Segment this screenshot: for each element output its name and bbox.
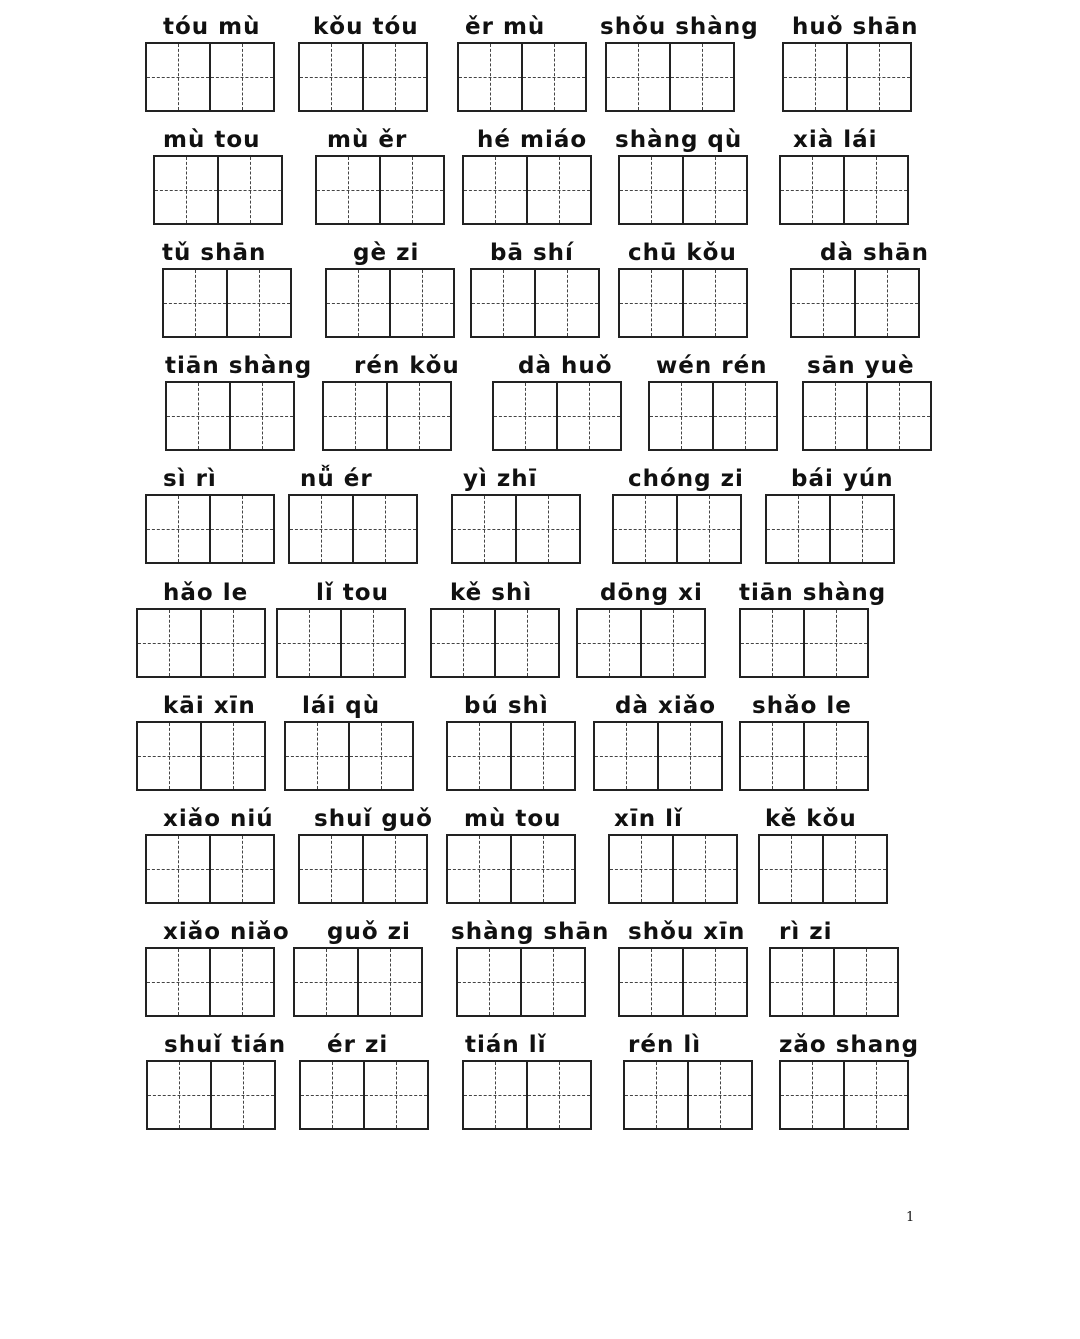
tianzige-cell[interactable] xyxy=(147,949,209,1015)
tianzige-cell[interactable] xyxy=(657,723,721,789)
writing-grid[interactable] xyxy=(618,268,748,338)
tianzige-cell[interactable] xyxy=(464,1062,526,1128)
pinyin-label: yì zhī xyxy=(463,466,538,492)
pinyin-label: shǎo le xyxy=(752,693,852,719)
tianzige-cell[interactable] xyxy=(389,270,453,336)
pinyin-label: guǒ zi xyxy=(327,919,411,945)
writing-grid[interactable] xyxy=(451,494,581,564)
tianzige-cell[interactable] xyxy=(357,949,421,1015)
tianzige-cell[interactable] xyxy=(448,836,510,902)
tianzige-cell[interactable] xyxy=(620,157,682,223)
tianzige-cell[interactable] xyxy=(687,1062,751,1128)
writing-grid[interactable] xyxy=(457,42,587,112)
pinyin-label: dà shān xyxy=(820,240,929,266)
pinyin-label: kě kǒu xyxy=(765,806,857,832)
writing-grid[interactable] xyxy=(284,721,414,791)
pinyin-label: ér zi xyxy=(327,1032,389,1058)
pinyin-label: chū kǒu xyxy=(628,240,737,266)
tianzige-cell[interactable] xyxy=(712,383,776,449)
tianzige-cell[interactable] xyxy=(217,157,281,223)
tianzige-cell[interactable] xyxy=(822,836,886,902)
writing-grid[interactable] xyxy=(593,721,723,791)
pinyin-label: shǒu shàng xyxy=(600,14,759,40)
pinyin-label: dà huǒ xyxy=(518,353,613,379)
pinyin-label: kāi xīn xyxy=(163,693,256,719)
tianzige-cell[interactable] xyxy=(784,44,846,110)
writing-grid[interactable] xyxy=(648,381,778,451)
tianzige-cell[interactable] xyxy=(147,496,209,562)
writing-grid[interactable] xyxy=(769,947,899,1017)
pinyin-label: xiǎo niǎo xyxy=(163,919,290,945)
writing-grid[interactable] xyxy=(136,721,266,791)
tianzige-cell[interactable] xyxy=(672,836,736,902)
pinyin-label: huǒ shān xyxy=(792,14,919,40)
pinyin-label: shuǐ guǒ xyxy=(314,806,433,832)
tianzige-cell[interactable] xyxy=(352,496,416,562)
tianzige-cell[interactable] xyxy=(625,1062,687,1128)
writing-grid[interactable] xyxy=(288,494,418,564)
writing-grid[interactable] xyxy=(492,381,622,451)
writing-grid[interactable] xyxy=(153,155,283,225)
tianzige-cell[interactable] xyxy=(510,723,574,789)
pinyin-label: hé miáo xyxy=(477,127,588,153)
writing-grid[interactable] xyxy=(779,155,909,225)
pinyin-label: gè zi xyxy=(353,240,420,266)
tianzige-cell[interactable] xyxy=(300,836,362,902)
tianzige-cell[interactable] xyxy=(781,157,843,223)
tianzige-cell[interactable] xyxy=(472,270,534,336)
tianzige-cell[interactable] xyxy=(286,723,348,789)
tianzige-cell[interactable] xyxy=(200,723,264,789)
pinyin-label: bā shí xyxy=(490,240,574,266)
tianzige-cell[interactable] xyxy=(741,723,803,789)
tianzige-cell[interactable] xyxy=(362,836,426,902)
writing-grid[interactable] xyxy=(136,608,266,678)
pinyin-label: lái qù xyxy=(302,693,381,719)
tianzige-cell[interactable] xyxy=(669,44,733,110)
pinyin-label: sì rì xyxy=(163,466,217,492)
tianzige-cell[interactable] xyxy=(854,270,918,336)
pinyin-label: shǒu xīn xyxy=(628,919,746,945)
tianzige-cell[interactable] xyxy=(595,723,657,789)
writing-grid[interactable] xyxy=(739,608,869,678)
tianzige-cell[interactable] xyxy=(155,157,217,223)
writing-grid[interactable] xyxy=(802,381,932,451)
writing-grid[interactable] xyxy=(325,268,455,338)
tianzige-cell[interactable] xyxy=(458,949,520,1015)
tianzige-cell[interactable] xyxy=(432,610,494,676)
writing-grid[interactable] xyxy=(462,1060,592,1130)
writing-grid[interactable] xyxy=(470,268,600,338)
pinyin-label: nǚ ér xyxy=(300,466,373,492)
tianzige-cell[interactable] xyxy=(301,1062,363,1128)
tianzige-cell[interactable] xyxy=(767,496,829,562)
pinyin-label: rì zi xyxy=(779,919,833,945)
writing-grid[interactable] xyxy=(739,721,869,791)
writing-grid[interactable] xyxy=(618,155,748,225)
writing-grid[interactable] xyxy=(146,1060,276,1130)
tianzige-cell[interactable] xyxy=(682,157,746,223)
writing-grid[interactable] xyxy=(462,155,592,225)
tianzige-cell[interactable] xyxy=(866,383,930,449)
tianzige-cell[interactable] xyxy=(556,383,620,449)
tianzige-cell[interactable] xyxy=(607,44,669,110)
tianzige-cell[interactable] xyxy=(760,836,822,902)
tianzige-cell[interactable] xyxy=(494,383,556,449)
writing-grid[interactable] xyxy=(145,494,275,564)
writing-grid[interactable] xyxy=(456,947,586,1017)
pinyin-label: mù ěr xyxy=(327,127,408,153)
writing-grid[interactable] xyxy=(779,1060,909,1130)
tianzige-cell[interactable] xyxy=(226,270,290,336)
tianzige-cell[interactable] xyxy=(846,44,910,110)
writing-grid[interactable] xyxy=(298,834,428,904)
tianzige-cell[interactable] xyxy=(521,44,585,110)
pinyin-label: sān yuè xyxy=(807,353,915,379)
pinyin-label: rén kǒu xyxy=(354,353,460,379)
tianzige-cell[interactable] xyxy=(494,610,558,676)
tianzige-cell[interactable] xyxy=(363,1062,427,1128)
tianzige-cell[interactable] xyxy=(327,270,389,336)
tianzige-cell[interactable] xyxy=(843,157,907,223)
writing-grid[interactable] xyxy=(758,834,888,904)
pinyin-label: kě shì xyxy=(450,580,533,606)
tianzige-cell[interactable] xyxy=(464,157,526,223)
writing-grid[interactable] xyxy=(315,155,445,225)
writing-grid[interactable] xyxy=(145,42,275,112)
pinyin-label: dà xiǎo xyxy=(615,693,717,719)
tianzige-cell[interactable] xyxy=(147,836,209,902)
tianzige-cell[interactable] xyxy=(829,496,893,562)
writing-grid[interactable] xyxy=(165,381,295,451)
tianzige-cell[interactable] xyxy=(614,496,676,562)
tianzige-cell[interactable] xyxy=(300,44,362,110)
tianzige-cell[interactable] xyxy=(453,496,515,562)
tianzige-cell[interactable] xyxy=(138,723,200,789)
writing-grid[interactable] xyxy=(322,381,452,451)
tianzige-cell[interactable] xyxy=(295,949,357,1015)
pinyin-label: mù tou xyxy=(163,127,261,153)
tianzige-cell[interactable] xyxy=(386,383,450,449)
tianzige-cell[interactable] xyxy=(317,157,379,223)
tianzige-cell[interactable] xyxy=(362,44,426,110)
tianzige-cell[interactable] xyxy=(803,610,867,676)
pinyin-label: tián lǐ xyxy=(465,1032,547,1058)
page-number: 1 xyxy=(906,1210,915,1225)
tianzige-cell[interactable] xyxy=(520,949,584,1015)
tianzige-cell[interactable] xyxy=(340,610,404,676)
tianzige-cell[interactable] xyxy=(771,949,833,1015)
writing-grid[interactable] xyxy=(608,834,738,904)
tianzige-cell[interactable] xyxy=(792,270,854,336)
tianzige-cell[interactable] xyxy=(741,610,803,676)
tianzige-cell[interactable] xyxy=(682,270,746,336)
tianzige-cell[interactable] xyxy=(620,270,682,336)
tianzige-cell[interactable] xyxy=(167,383,229,449)
tianzige-cell[interactable] xyxy=(578,610,640,676)
tianzige-cell[interactable] xyxy=(209,836,273,902)
tianzige-cell[interactable] xyxy=(515,496,579,562)
tianzige-cell[interactable] xyxy=(676,496,740,562)
tianzige-cell[interactable] xyxy=(526,157,590,223)
tianzige-cell[interactable] xyxy=(448,723,510,789)
tianzige-cell[interactable] xyxy=(324,383,386,449)
writing-grid[interactable] xyxy=(618,947,748,1017)
tianzige-cell[interactable] xyxy=(148,1062,210,1128)
tianzige-cell[interactable] xyxy=(804,383,866,449)
pinyin-label: tóu mù xyxy=(163,14,261,40)
tianzige-cell[interactable] xyxy=(147,44,209,110)
tianzige-cell[interactable] xyxy=(620,949,682,1015)
writing-grid[interactable] xyxy=(276,608,406,678)
tianzige-cell[interactable] xyxy=(459,44,521,110)
tianzige-cell[interactable] xyxy=(640,610,704,676)
tianzige-cell[interactable] xyxy=(843,1062,907,1128)
writing-grid[interactable] xyxy=(790,268,920,338)
tianzige-cell[interactable] xyxy=(209,44,273,110)
writing-grid[interactable] xyxy=(299,1060,429,1130)
tianzige-cell[interactable] xyxy=(379,157,443,223)
tianzige-cell[interactable] xyxy=(510,836,574,902)
pinyin-label: dōng xi xyxy=(600,580,703,606)
tianzige-cell[interactable] xyxy=(781,1062,843,1128)
tianzige-cell[interactable] xyxy=(278,610,340,676)
pinyin-label: bái yún xyxy=(791,466,894,492)
tianzige-cell[interactable] xyxy=(526,1062,590,1128)
pinyin-label: tiān shàng xyxy=(165,353,313,379)
pinyin-label: tiān shàng xyxy=(739,580,887,606)
pinyin-label: ěr mù xyxy=(465,14,546,40)
pinyin-label: bú shì xyxy=(464,693,549,719)
writing-grid[interactable] xyxy=(605,42,735,112)
pinyin-label: tǔ shān xyxy=(162,240,267,266)
pinyin-label: xīn lǐ xyxy=(614,806,683,832)
pinyin-label: chóng zi xyxy=(628,466,744,492)
pinyin-label: shuǐ tián xyxy=(164,1032,287,1058)
writing-grid[interactable] xyxy=(612,494,742,564)
tianzige-cell[interactable] xyxy=(164,270,226,336)
tianzige-cell[interactable] xyxy=(138,610,200,676)
writing-grid[interactable] xyxy=(145,834,275,904)
tianzige-cell[interactable] xyxy=(803,723,867,789)
pinyin-label: lǐ tou xyxy=(316,580,389,606)
pinyin-label: shàng qù xyxy=(615,127,743,153)
pinyin-label: xiǎo niú xyxy=(163,806,274,832)
pinyin-label: mù tou xyxy=(464,806,562,832)
pinyin-label: zǎo shang xyxy=(779,1032,920,1058)
tianzige-cell[interactable] xyxy=(348,723,412,789)
pinyin-label: xià lái xyxy=(793,127,878,153)
writing-grid[interactable] xyxy=(145,947,275,1017)
pinyin-label: kǒu tóu xyxy=(313,14,419,40)
writing-grid[interactable] xyxy=(765,494,895,564)
writing-grid[interactable] xyxy=(782,42,912,112)
writing-grid[interactable] xyxy=(446,721,576,791)
tianzige-cell[interactable] xyxy=(650,383,712,449)
pinyin-label: wén rén xyxy=(656,353,768,379)
writing-grid[interactable] xyxy=(576,608,706,678)
writing-grid[interactable] xyxy=(298,42,428,112)
writing-grid[interactable] xyxy=(293,947,423,1017)
tianzige-cell[interactable] xyxy=(290,496,352,562)
tianzige-cell[interactable] xyxy=(209,949,273,1015)
tianzige-cell[interactable] xyxy=(610,836,672,902)
writing-grid[interactable] xyxy=(162,268,292,338)
writing-grid[interactable] xyxy=(430,608,560,678)
pinyin-label: shàng shān xyxy=(451,919,610,945)
writing-grid[interactable] xyxy=(446,834,576,904)
tianzige-cell[interactable] xyxy=(833,949,897,1015)
pinyin-label: rén lì xyxy=(628,1032,702,1058)
tianzige-cell[interactable] xyxy=(210,1062,274,1128)
tianzige-cell[interactable] xyxy=(534,270,598,336)
tianzige-cell[interactable] xyxy=(200,610,264,676)
tianzige-cell[interactable] xyxy=(682,949,746,1015)
writing-grid[interactable] xyxy=(623,1060,753,1130)
tianzige-cell[interactable] xyxy=(229,383,293,449)
pinyin-label: hǎo le xyxy=(163,580,249,606)
tianzige-cell[interactable] xyxy=(209,496,273,562)
